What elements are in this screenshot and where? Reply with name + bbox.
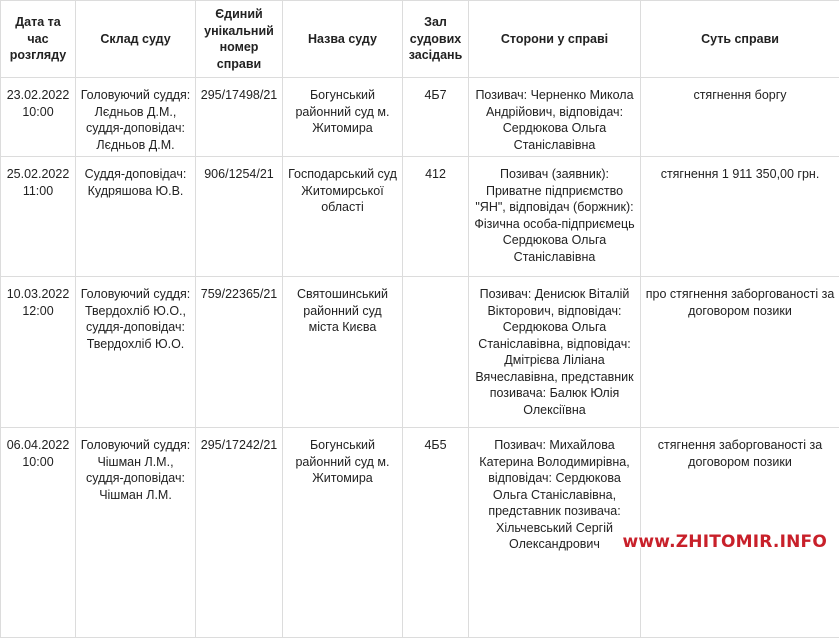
time-value: 10:00 (5, 104, 71, 121)
date-value: 23.02.2022 (5, 87, 71, 104)
header-hall: Зал судових засідань (403, 1, 469, 78)
cell-court: Богунський районний суд м. Житомира (283, 78, 403, 157)
cell-parties: Позивач: Денисюк Віталій Вікторович, відповідач: Сердюкова Ольга Станіславівна, відповідач: Дмітрієва Ліліана Вячеславівна, представник позивача: Балюк Юлія Олексіївна (469, 277, 641, 428)
cell-court: Господарський суд Житомирської області (283, 157, 403, 277)
header-composition: Склад суду (76, 1, 196, 78)
site-watermark: www.ZHITOMIR.INFO (622, 532, 827, 552)
time-value: 11:00 (5, 183, 71, 200)
cell-parties: Позивач: Черненко Микола Андрійович, відповідач: Сердюкова Ольга Станіславівна (469, 78, 641, 157)
cell-court: Богунський районний суд м. Житомира (283, 428, 403, 638)
header-parties: Сторони у справі (469, 1, 641, 78)
cell-case-number: 295/17242/21 (196, 428, 283, 638)
date-value: 10.03.2022 (5, 286, 71, 303)
cell-composition: Головуючий суддя: Лєдньов Д.М., суддя-доповідач: Лєдньов Д.М. (76, 78, 196, 157)
cell-court: Святошинський районний суд міста Києва (283, 277, 403, 428)
cell-date (1, 277, 76, 428)
time-value: 12:00 (5, 303, 71, 320)
table-row (1, 157, 839, 277)
time-value: 10:00 (5, 454, 71, 471)
cell-essence: стягнення 1 911 350,00 грн. (641, 157, 839, 277)
cell-date (1, 157, 76, 277)
cell-composition: Суддя-доповідач: Кудряшова Ю.В. (76, 157, 196, 277)
header-essence: Суть справи (641, 1, 839, 78)
cell-date (1, 78, 76, 157)
table-row (1, 78, 839, 157)
table-header-row (1, 1, 839, 78)
cell-hall: 4Б7 (403, 78, 469, 157)
cell-case-number: 295/17498/21 (196, 78, 283, 157)
cell-essence: стягнення заборгованості за договором позики (641, 428, 839, 638)
header-date: Дата та час розгляду (1, 1, 76, 78)
header-court: Назва суду (283, 1, 403, 78)
cell-hall: 4Б5 (403, 428, 469, 638)
cell-parties: Позивач: Михайлова Катерина Володимирівна, відповідач: Сердюкова Ольга Станіславівна, представник позивача: Хільчевський Сергій Олександрович (469, 428, 641, 638)
cell-essence: стягнення боргу (641, 78, 839, 157)
cell-composition: Головуючий суддя: Чішман Л.М., суддя-доповідач: Чішман Л.М. (76, 428, 196, 638)
date-value: 06.04.2022 (5, 437, 71, 454)
cell-case-number: 759/22365/21 (196, 277, 283, 428)
cell-parties: Позивач (заявник): Приватне підприємство "ЯН", відповідач (боржник): Фізична особа-підприємець Сердюкова Ольга Станіславівна (469, 157, 641, 277)
date-value: 25.02.2022 (5, 166, 71, 183)
cell-hall: 412 (403, 157, 469, 277)
table-row (1, 277, 839, 428)
header-case-number: Єдиний унікальний номер справи (196, 1, 283, 78)
cell-case-number: 906/1254/21 (196, 157, 283, 277)
cell-date (1, 428, 76, 638)
cell-composition: Головуючий суддя: Твердохліб Ю.О., суддя-доповідач: Твердохліб Ю.О. (76, 277, 196, 428)
cell-hall (403, 277, 469, 428)
cell-essence: про стягнення заборгованості за договором позики (641, 277, 839, 428)
